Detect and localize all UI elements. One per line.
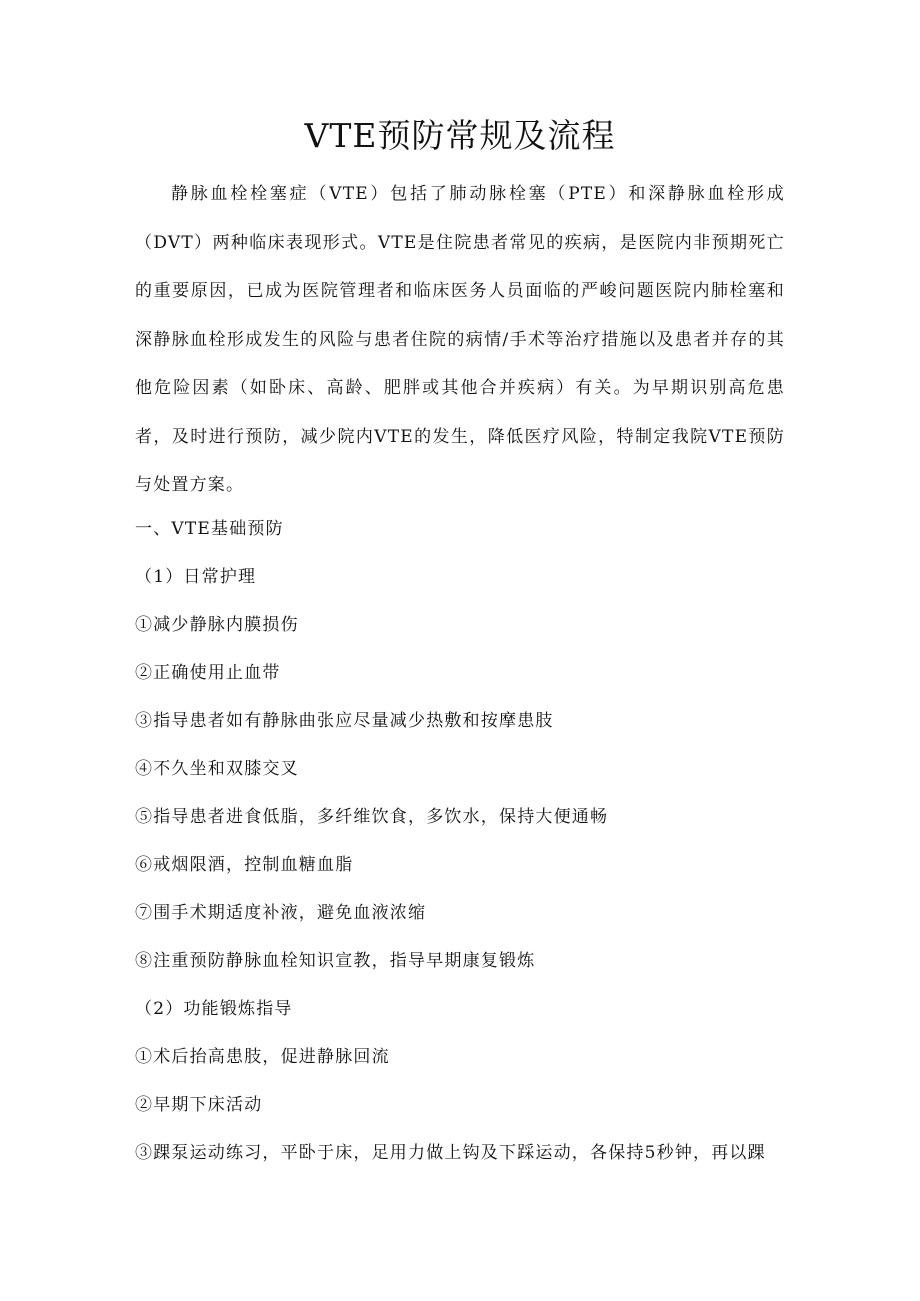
list-item: ⑥戒烟限酒，控制血糖血脂 [135, 855, 354, 875]
list-item: ⑦围手术期适度补液，避免血液浓缩 [135, 903, 427, 923]
list-item: ④不久坐和双膝交叉 [135, 759, 299, 779]
list-item: ⑧注重预防静脉血栓知识宣教，指导早期康复锻炼 [135, 951, 536, 971]
list-item: ③指导患者如有静脉曲张应尽量减少热敷和按摩患肢 [135, 711, 554, 731]
section-heading: 一、VTE基础预防 [135, 519, 284, 539]
intro-paragraph: 静脉血栓栓塞症（VTE）包括了肺动脉栓塞（PTE）和深静脉血栓形成（DVT）两种临床表现形式。VTE是住院患者常见的疾病，是医院内非预期死亡的重要原因，已成为医院管理者和临床医务人员面临的严峻问题医院内肺栓塞和深静脉血栓形成发生的风险与患者住院的病情/手术等治疗措施以及患者并存的其他危险因素（如卧床、高龄、肥胖或其他合并疾病）有关。为早期识别高危患者，及时进行预防，减少院内VTE的发生，降低医疗风险，特制定我院VTE预防与处置方案。 [135, 184, 785, 495]
list-item: ⑤指导患者进食低脂，多纤维饮食，多饮水，保持大便通畅 [135, 807, 609, 827]
list-item: ②早期下床活动 [135, 1095, 263, 1115]
subsection-heading: （2）功能锻炼指导 [135, 999, 293, 1019]
list-item: ③踝泵运动练习，平卧于床，足用力做上钩及下踩运动，各保持5秒钟，再以踝 [135, 1143, 766, 1163]
list-item: ①术后抬高患肢，促进静脉回流 [135, 1047, 390, 1067]
list-item: ①减少静脉内膜损伤 [135, 615, 299, 635]
document-title: VTE预防常规及流程 [304, 116, 616, 155]
list-item: ②正确使用止血带 [135, 663, 281, 683]
subsection-heading: （1）日常护理 [135, 567, 257, 587]
